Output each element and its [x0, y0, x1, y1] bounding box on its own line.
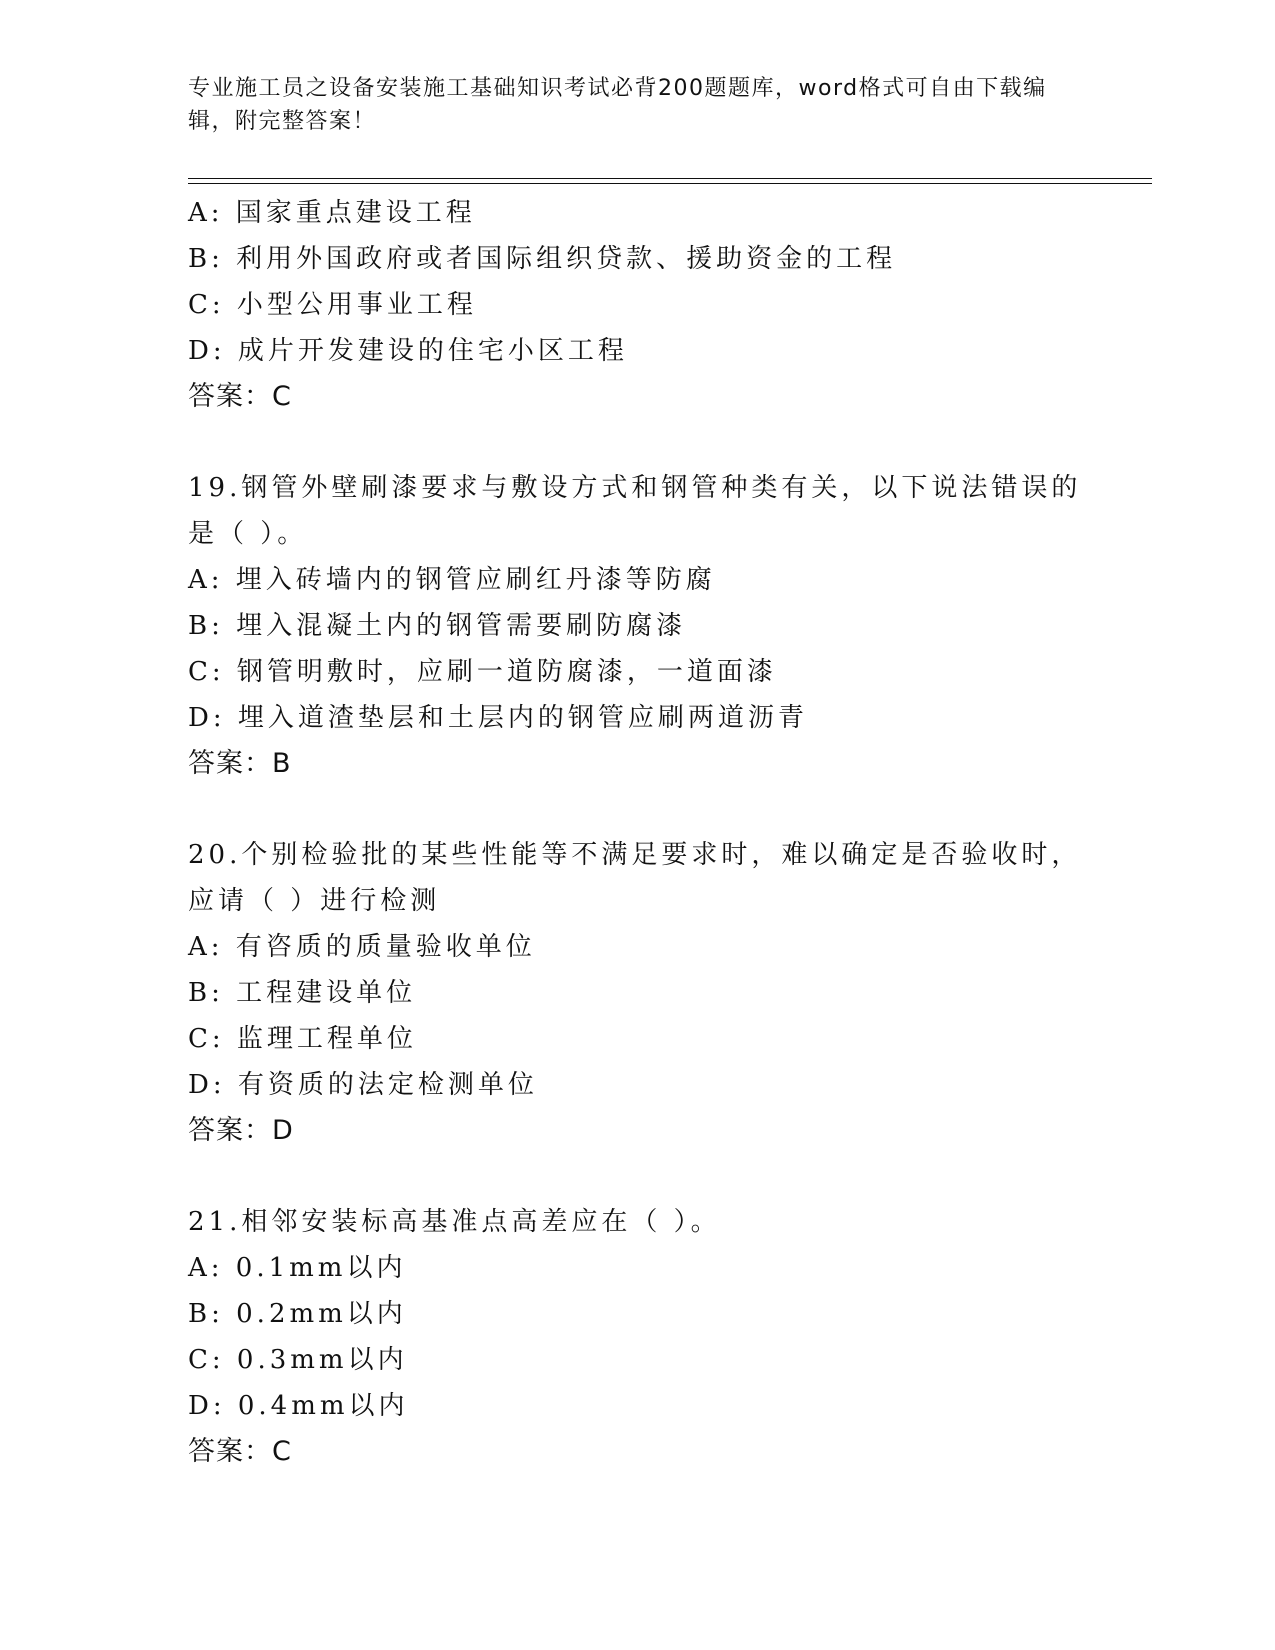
option-a: A: 0.1mm以内 — [188, 1253, 407, 1283]
question-list — [188, 190, 1108, 1520]
option-b: B: 利用外国政府或者国际组织贷款、援助资金的工程 — [188, 244, 897, 274]
question-18 — [188, 190, 1108, 420]
answer: 答案：B — [188, 748, 292, 779]
option-c: C: 钢管明敷时，应刷一道防腐漆，一道面漆 — [188, 657, 777, 687]
question-stem: 20.个别检验批的某些性能等不满足要求时，难以确定是否验收时，应请（ ）进行检测 — [188, 840, 1082, 916]
header-divider-bottom — [188, 183, 1152, 184]
question-20 — [188, 832, 1108, 1154]
document-header: 专业施工员之设备安装施工基础知识考试必背200题题库，word格式可自由下载编辑，附完整答案！ — [188, 76, 1047, 134]
question-21 — [188, 1199, 1108, 1475]
option-c: C: 0.3mm以内 — [188, 1345, 408, 1375]
option-d: D: 0.4mm以内 — [188, 1391, 409, 1421]
option-b: B: 埋入混凝土内的钢管需要刷防腐漆 — [188, 611, 687, 641]
answer: 答案：D — [188, 1115, 294, 1146]
option-a: A: 埋入砖墙内的钢管应刷红丹漆等防腐 — [188, 565, 716, 595]
answer: 答案：C — [188, 1436, 292, 1467]
option-c: C: 小型公用事业工程 — [188, 290, 477, 320]
option-d: D: 埋入道渣垫层和土层内的钢管应刷两道沥青 — [188, 703, 808, 733]
option-b: B: 0.2mm以内 — [188, 1299, 407, 1329]
option-a: A: 国家重点建设工程 — [188, 198, 476, 228]
option-d: D: 有资质的法定检测单位 — [188, 1070, 538, 1100]
option-c: C: 监理工程单位 — [188, 1024, 417, 1054]
question-19 — [188, 465, 1108, 787]
option-d: D: 成片开发建设的住宅小区工程 — [188, 336, 628, 366]
header-divider-top — [188, 178, 1152, 179]
option-b: B: 工程建设单位 — [188, 978, 417, 1008]
question-stem: 19.钢管外壁刷漆要求与敷设方式和钢管种类有关，以下说法错误的是（ ）。 — [188, 473, 1082, 549]
answer: 答案：C — [188, 381, 292, 412]
question-stem: 21.相邻安装标高基准点高差应在（ ）。 — [188, 1207, 721, 1237]
option-a: A: 有咨质的质量验收单位 — [188, 932, 536, 962]
